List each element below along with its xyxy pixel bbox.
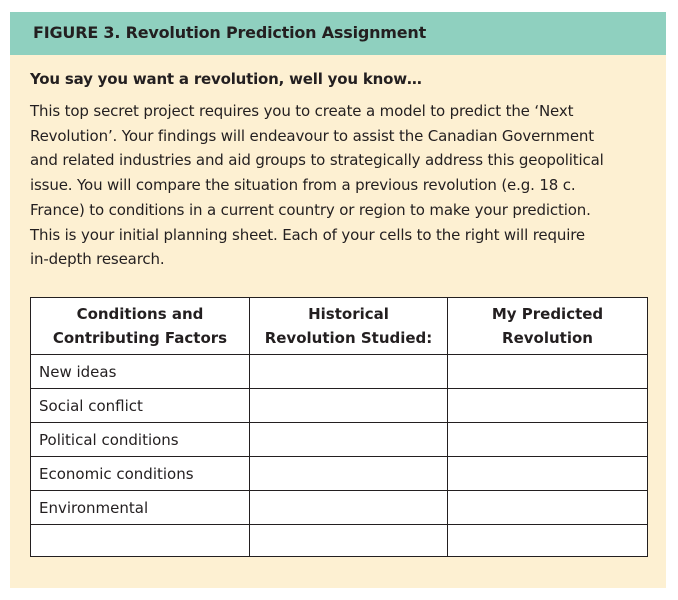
description-line: Revolution’. Your findings will endeavour to assist the Canadian Government	[30, 126, 594, 145]
description-line: This top secret project requires you to create a model to predict the ‘Next	[30, 102, 574, 120]
historical-cell[interactable]	[250, 457, 448, 491]
header-line: Historical	[308, 305, 389, 323]
header-conditions	[31, 298, 250, 355]
assignment-description	[30, 99, 655, 272]
figure-title: FIGURE 3. Revolution Prediction Assignment	[33, 23, 427, 42]
header-line: Contributing Factors	[52, 329, 228, 347]
factor-cell: Economic conditions	[31, 457, 250, 491]
historical-cell[interactable]	[250, 423, 448, 457]
planning-table	[30, 297, 648, 557]
predicted-cell[interactable]	[448, 491, 648, 525]
description-line: and related industries and aid groups to strategically address this geopolitical	[30, 151, 604, 170]
predicted-cell[interactable]	[448, 457, 648, 491]
figure-header	[10, 12, 666, 55]
header-line: Revolution	[502, 329, 593, 347]
factor-cell[interactable]	[31, 525, 250, 557]
historical-cell[interactable]	[250, 491, 448, 525]
header-line: Revolution Studied:	[264, 329, 433, 347]
header-historical-revolution	[250, 298, 448, 355]
assignment-subheading: You say you want a revolution, well you know…	[30, 70, 422, 88]
historical-cell[interactable]	[250, 389, 448, 423]
predicted-cell[interactable]	[448, 423, 648, 457]
description-line: France) to conditions in a current country or region to make your prediction.	[30, 200, 591, 219]
predicted-cell[interactable]	[448, 355, 648, 389]
table-row	[31, 525, 648, 557]
figure-panel	[10, 12, 666, 588]
factor-cell: New ideas	[31, 355, 250, 389]
historical-cell[interactable]	[250, 525, 448, 557]
predicted-cell[interactable]	[448, 525, 648, 557]
description-line: in-depth research.	[30, 250, 165, 269]
header-predicted-revolution	[448, 298, 648, 355]
header-line: My Predicted	[491, 305, 604, 323]
factor-cell: Environmental	[31, 491, 250, 525]
historical-cell[interactable]	[250, 355, 448, 389]
factor-cell: Political conditions	[31, 423, 250, 457]
table-header-row	[31, 298, 648, 355]
header-line: Conditions and	[76, 305, 204, 323]
table-row	[31, 389, 648, 423]
predicted-cell[interactable]	[448, 389, 648, 423]
table-row	[31, 457, 648, 491]
table-row	[31, 491, 648, 525]
factor-cell: Social conflict	[31, 389, 250, 423]
table-row	[31, 423, 648, 457]
description-line: This is your initial planning sheet. Each of your cells to the right will require	[30, 225, 585, 244]
description-line: issue. You will compare the situation from a previous revolution (e.g. 18 c.	[30, 176, 576, 195]
table-row	[31, 355, 648, 389]
